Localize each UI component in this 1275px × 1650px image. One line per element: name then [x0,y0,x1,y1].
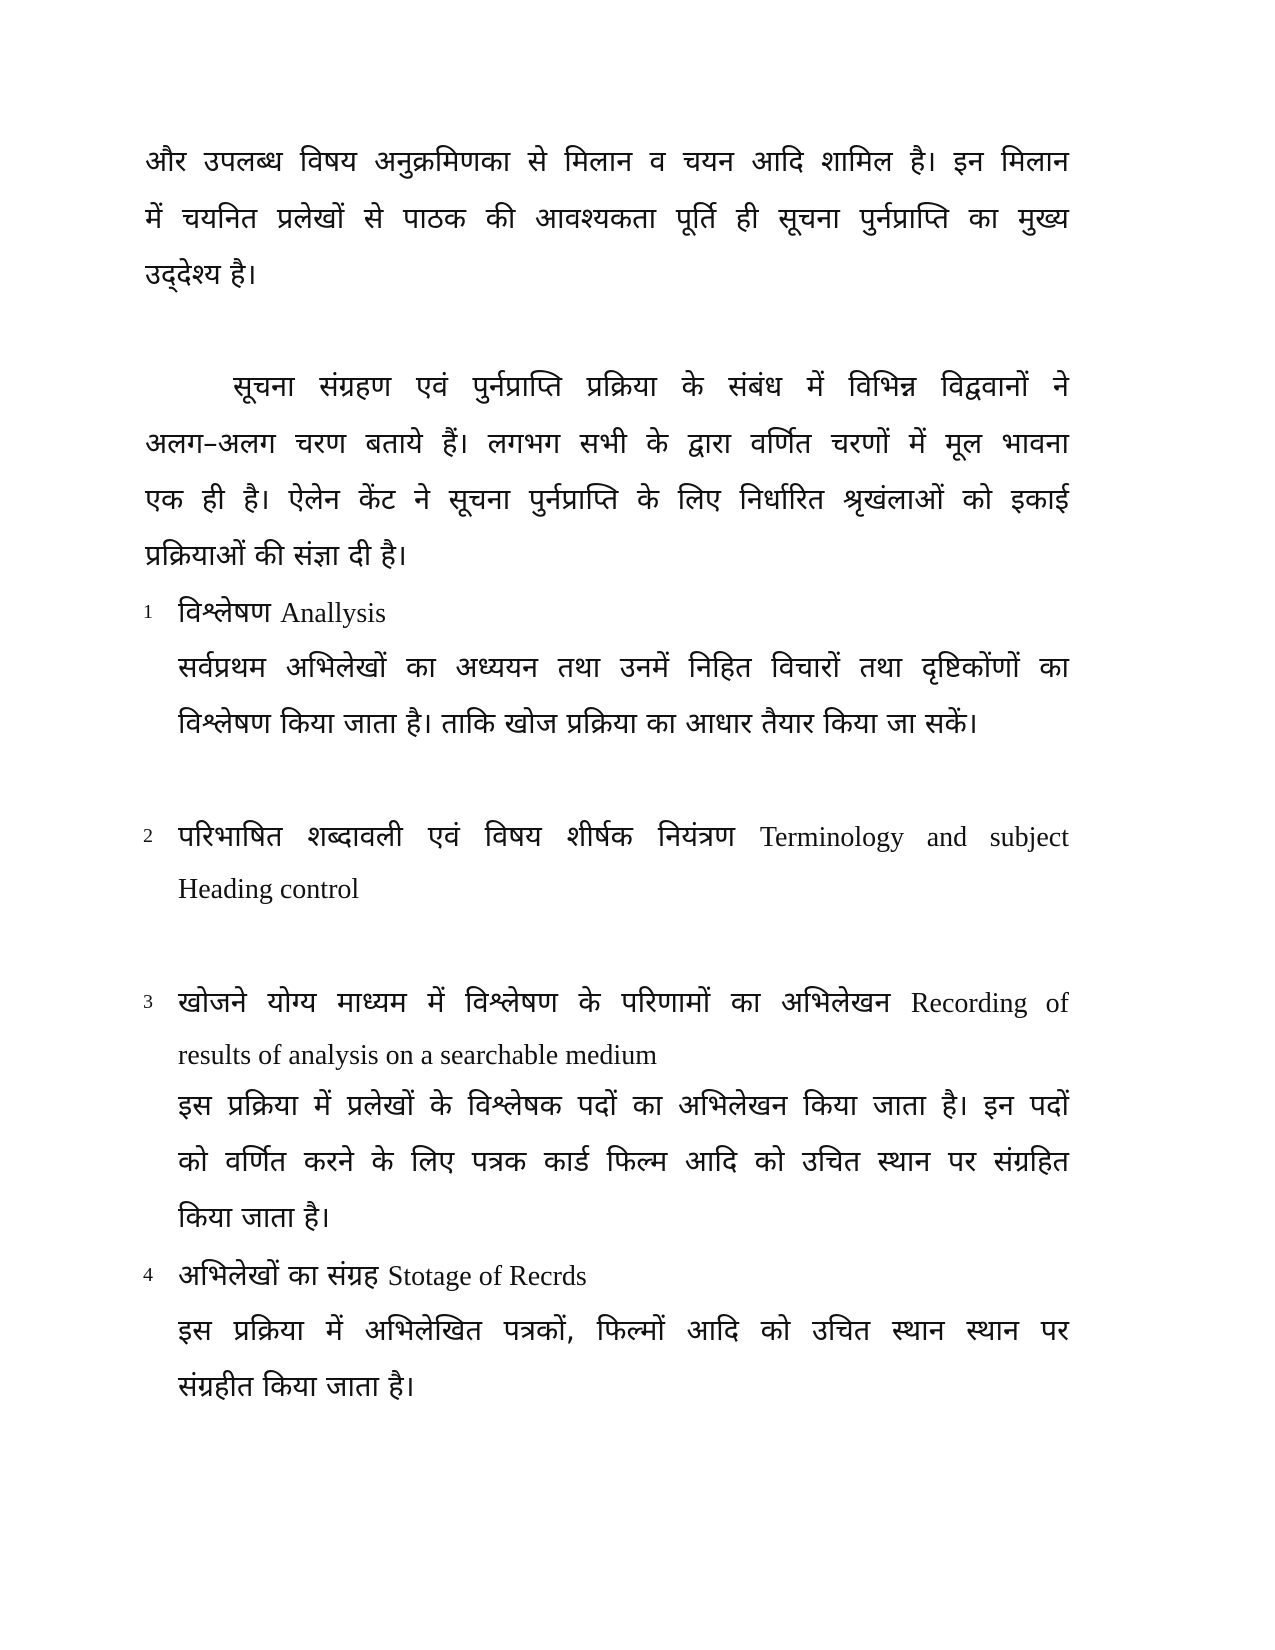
paragraph2-line4: प्रक्रियाओं की संज्ञा दी है। [145,538,407,572]
item-heading-english: Recording of [910,988,1069,1019]
item-heading-hindi: खोजने योग्य माध्यम में विश्लेषण के परिणामों का अभिलेखन [178,985,891,1019]
item-heading-hindi: अभिलेखों का संग्रह [178,1258,379,1292]
item-body-line: इस प्रक्रिया में अभिलेखित पत्रकों, फिल्मों आदि को उचित स्थान स्थान पर [178,1313,1070,1347]
paragraph1-line3: उद्‍देश्य है। [145,257,257,291]
item-heading [178,816,1069,858]
item-number: 2 [143,825,153,847]
item-heading-continued: results of analysis on a searchable medium [178,1040,657,1071]
item-heading-english: Terminology and subject [759,822,1070,853]
item-heading-english: Anallysis [280,598,386,629]
item-body-line: किया जाता है। [178,1200,331,1234]
item-heading-english: Stotage of Recrds [387,1261,587,1292]
item-body-line: विश्लेषण किया जाता है। ताकि खोज प्रक्रिया का आधार तैयार किया जा सकें। [178,706,978,740]
item-heading-continued: Heading control [178,874,360,905]
item-body-line: संग्रहीत किया जाता है। [178,1369,415,1403]
item-heading-hindi: विश्लेषण [178,595,271,629]
item-heading-hindi: परिभाषित शब्दावली एवं विषय शीर्षक नियंत्रण [178,819,736,853]
paragraph2-line3: एक ही है। ऐलेन केंट ने सूचना पुर्नप्राप्ति के लिए निर्धारित श्रृखंलाओं को इकाई [145,482,1069,516]
item-body-line: सर्वप्रथम अभिलेखों का अध्ययन तथा उनमें निहित विचारों तथा दृष्टिकोंणों का [178,650,1069,684]
paragraph1-line1: और उपलब्ध विषय अनुक्रमिणका से मिलान व चयन आदि शामिल है। इन मिलान [145,144,1069,178]
item-heading [178,592,386,634]
item-number: 4 [143,1264,153,1286]
paragraph2-line2: अलग–अलग चरण बताये हैं। लगभग सभी के द्वारा वर्णित चरणों में मूल भावना [145,426,1069,460]
item-body-line: इस प्रक्रिया में प्रलेखों के विश्लेषक पदों का अभिलेखन किया जाता है। इन पदों [178,1088,1069,1122]
item-heading [178,982,1069,1024]
item-number: 1 [143,601,153,623]
paragraph2-line1: सूचना संग्रहण एवं पुर्नप्राप्ति प्रक्रिया के संबंध में विभिन्न विद्ववानों ने [233,369,1069,403]
item-heading [178,1255,587,1297]
item-body-line: को वर्णित करने के लिए पत्रक कार्ड फिल्म आदि को उचित स्थान पर संग्रहित [178,1144,1069,1178]
paragraph1-line2: में चयनित प्रलेखों से पाठक की आवश्यकता पूर्ति ही सूचना पुर्नप्राप्ति का मुख्य [145,201,1069,235]
item-number: 3 [143,991,153,1013]
